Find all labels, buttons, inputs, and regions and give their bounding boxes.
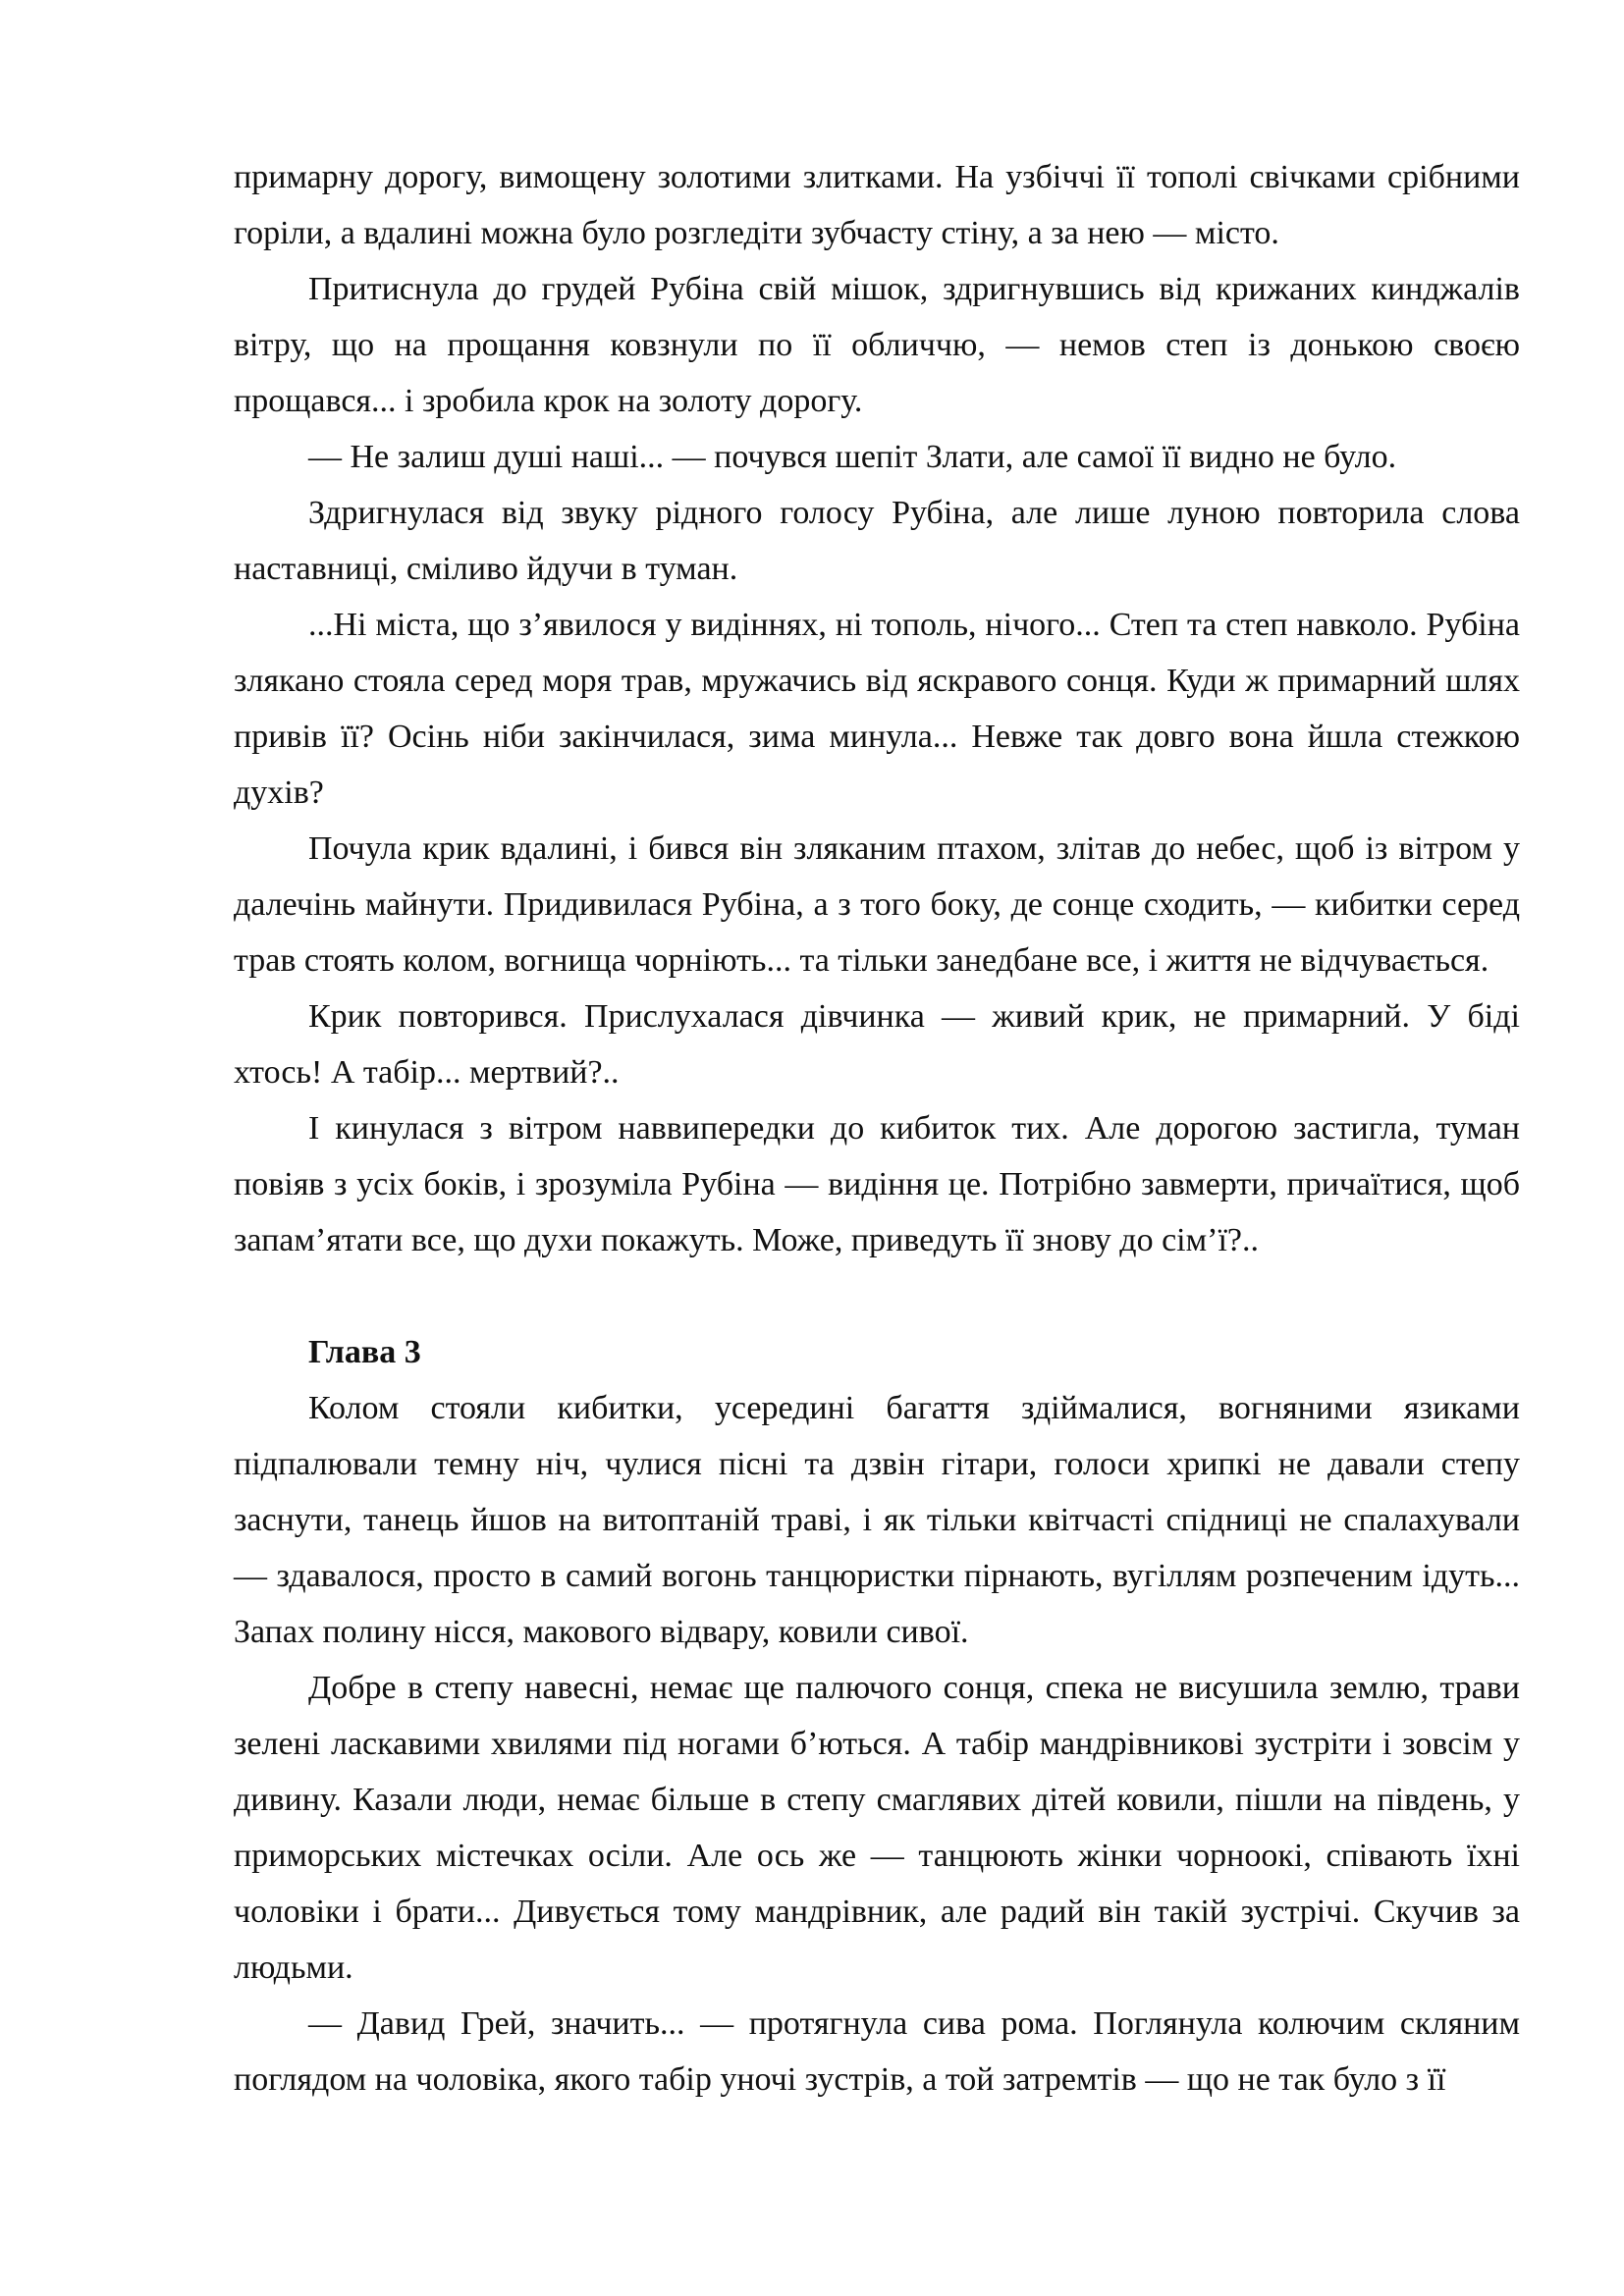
paragraph: Здригнулася від звуку рідного голосу Рубіна, але лише луною повторила слова наставниці, сміливо йдучи в туман. [234, 495, 1520, 587]
paragraph: Добре в степу навесні, немає ще палючого сонця, спека не висушила землю, трави зелені ласкавими хвилями під ногами б’ються. А табір мандрівникові зустріти і зовсім у дивину. Казали люди, немає більше в степу смаглявих дітей ковили, пішли на південь, у приморських містечках осіли. Але ось же — танцюють жінки чорноокі, співають їхні чоловіки і брати... Дивується тому мандрівник, але радий він такій зустрічі. Скучив за людьми. [234, 1670, 1520, 1986]
paragraph: Крик повторився. Прислухалася дівчинка — живий крик, не примарний. У біді хтось! А табір... мертвий?.. [234, 998, 1520, 1091]
section-gap [234, 1268, 1520, 1324]
chapter-heading: Глава 3 [308, 1334, 421, 1370]
document-page [234, 149, 1520, 2108]
paragraph: Колом стояли кибитки, усередині багаття здіймалися, вогняними язиками підпалювали темну ніч, чулися пісні та дзвін гітари, голоси хрипкі не давали степу заснути, танець йшов на витоптаній траві, і як тільки квітчасті спідниці не спалахували — здавалося, просто в самий вогонь танцюристки пірнають, вугіллям розпеченим ідуть... Запах полину нісся, макового відвару, ковили сивої. [234, 1390, 1520, 1650]
paragraph: ...Ні міста, що з’явилося у видіннях, ні тополь, нічого... Степ та степ навколо. Рубіна злякано стояла серед моря трав, мружачись від яскравого сонця. Куди ж примарний шлях привів її? Осінь ніби закінчилася, зима минула... Невже так довго вона йшла стежкою духів? [234, 607, 1520, 811]
paragraph: Почула крик вдалині, і бився він зляканим птахом, злітав до небес, щоб із вітром у далечінь майнути. Придивилася Рубіна, а з того боку, де сонце сходить, — кибитки серед трав стоять колом, вогнища чорніють... та тільки занедбане все, і життя не відчувається. [234, 830, 1520, 979]
paragraph: примарну дорогу, вимощену золотими злитками. На узбіччі її тополі свічками срібними горіли, а вдалині можна було розгледіти зубчасту стіну, а за нею — місто. [234, 159, 1520, 251]
paragraph: — Давид Грей, значить... — протягнула сива рома. Поглянула колючим скляним поглядом на чоловіка, якого табір уночі зустрів, а той затремтів — що не так було з її [234, 2005, 1520, 2098]
paragraph: І кинулася з вітром наввипередки до кибиток тих. Але дорогою застигла, туман повіяв з усіх боків, і зрозуміла Рубіна — видіння це. Потрібно завмерти, причаїтися, щоб запам’ятати все, що духи покажуть. Може, приведуть її знову до сім’ї?.. [234, 1110, 1520, 1258]
paragraph: — Не залиш душі наші... — почувся шепіт Злати, але самої її видно не було. [308, 439, 1397, 475]
paragraph: Притиснула до грудей Рубіна свій мішок, здригнувшись від крижаних кинджалів вітру, що на прощання ковзнули по її обличчю, — немов степ із донькою своєю прощався... і зробила крок на золоту дорогу. [234, 271, 1520, 419]
